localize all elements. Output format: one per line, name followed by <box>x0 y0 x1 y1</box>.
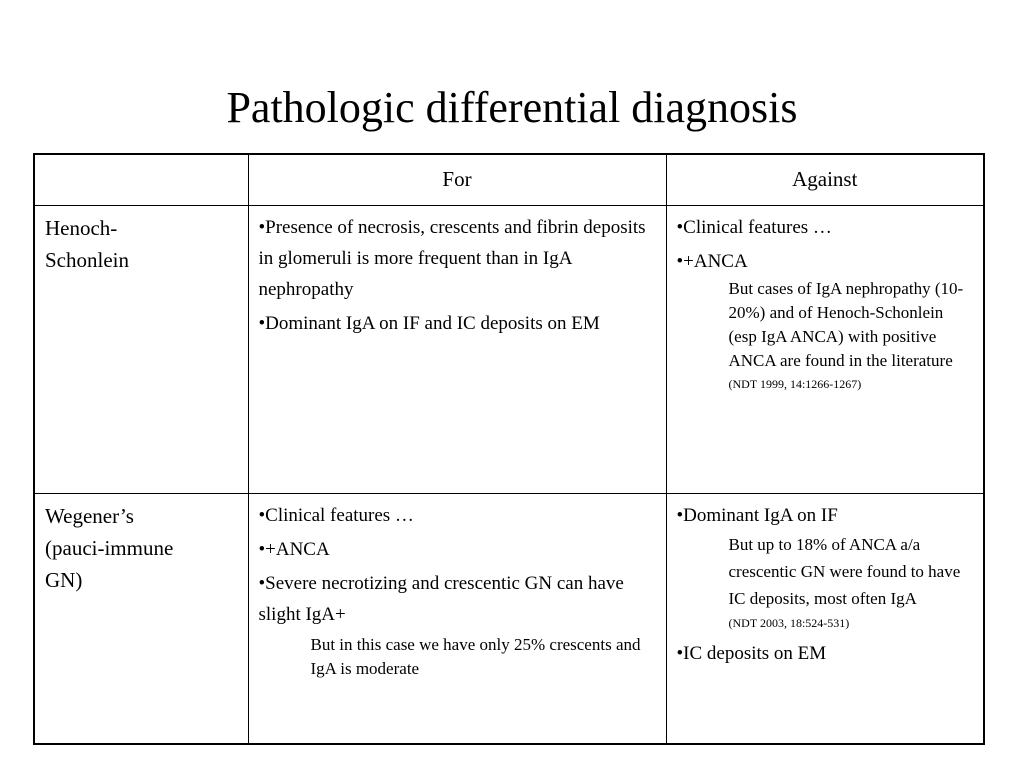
against-cell-henoch-schonlein <box>666 205 984 493</box>
for-cell-henoch-schonlein <box>248 205 666 493</box>
bullet-item: •Clinical features … <box>676 216 832 238</box>
bullet-item: •Clinical features … <box>258 504 414 526</box>
reference-citation: (NDT 2003, 18:524-531) <box>728 615 850 630</box>
row-label-line: Schonlein <box>45 247 129 272</box>
bullet-item: •Dominant IgA on IF <box>676 504 838 526</box>
row-label-line: GN) <box>45 567 83 592</box>
bullet-item: •Presence of necrosis, crescents and fibrin deposits in glomeruli is more frequent than in IgA nephropathy <box>258 216 646 300</box>
slide-title: Pathologic differential diagnosis <box>226 83 798 132</box>
bullet-item: •+ANCA <box>258 538 330 560</box>
against-cell-wegeners <box>666 493 984 744</box>
table-row-wegeners <box>34 493 984 744</box>
bullet-item: •Severe necrotizing and crescentic GN can have slight IgA+ <box>258 572 624 625</box>
sub-note: But in this case we have only 25% crescents and IgA is moderate <box>310 634 641 678</box>
bullet-item: •Dominant IgA on IF and IC deposits on EM <box>258 312 600 334</box>
row-label-line: Henoch- <box>45 215 118 240</box>
table-row-henoch-schonlein <box>34 205 984 493</box>
sub-note: But up to 18% of ANCA a/a crescentic GN were found to have IC deposits, most often IgA <box>728 534 961 608</box>
header-row <box>34 154 984 205</box>
row-label-henoch-schonlein <box>34 205 248 493</box>
sub-note: But cases of IgA nephropathy (10-20%) and of Henoch-Schonlein (esp IgA ANCA) with positive ANCA are found in the literature <box>728 278 964 370</box>
bullet-item: •IC deposits on EM <box>676 642 827 664</box>
header-empty-cell <box>34 154 248 205</box>
row-label-line: (pauci-immune <box>45 535 174 560</box>
header-for: For <box>248 154 666 205</box>
header-against: Against <box>666 154 984 205</box>
row-label-line: Wegener’s <box>45 503 134 528</box>
reference-citation: (NDT 1999, 14:1266-1267) <box>728 376 862 391</box>
bullet-item: •+ANCA <box>676 250 748 272</box>
for-cell-wegeners <box>248 493 666 744</box>
row-label-wegeners <box>34 493 248 744</box>
differential-table <box>33 153 985 745</box>
